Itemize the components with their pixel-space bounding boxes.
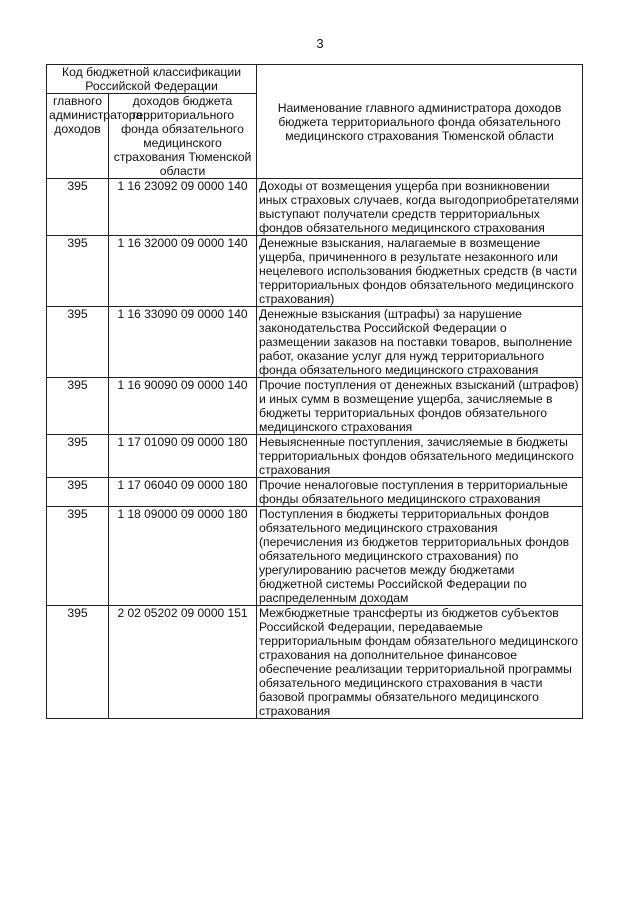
table-row <box>47 435 583 478</box>
income-code-cell: 1 17 06040 09 0000 180 <box>109 478 257 507</box>
header-budget-code-group: Код бюджетной классификации Российской Федерации <box>47 65 257 94</box>
income-name-cell: Денежные взыскания, налагаемые в возмещение ущерба, причиненного в результате незаконного или нецелевого использования бюджетных средств (в части территориальных фондов обязательного медицинского страхования) <box>257 236 583 307</box>
table-row <box>47 507 583 606</box>
table-row <box>47 236 583 307</box>
table-row <box>47 179 583 236</box>
table-row <box>47 606 583 719</box>
income-name-cell: Прочие неналоговые поступления в территориальные фонды обязательного медицинского страхования <box>257 478 583 507</box>
admin-code-cell: 395 <box>47 606 109 719</box>
header-income-code: доходов бюджета территориального фонда обязательного медицинского страхования Тюменской области <box>109 94 257 179</box>
income-name-cell: Невыясненные поступления, зачисляемые в бюджеты территориальных фондов обязательного медицинского страхования <box>257 435 583 478</box>
income-code-cell: 1 16 90090 09 0000 140 <box>109 378 257 435</box>
budget-classification-table <box>46 64 583 719</box>
admin-code-cell: 395 <box>47 378 109 435</box>
admin-code-cell: 395 <box>47 435 109 478</box>
admin-code-cell: 395 <box>47 179 109 236</box>
table-row <box>47 307 583 378</box>
income-code-cell: 2 02 05202 09 0000 151 <box>109 606 257 719</box>
table-row <box>47 378 583 435</box>
header-admin-name: Наименование главного администратора доходов бюджета территориального фонда обязательного медицинского страхования Тюменской области <box>257 65 583 179</box>
admin-code-cell: 395 <box>47 478 109 507</box>
admin-code-cell: 395 <box>47 236 109 307</box>
income-code-cell: 1 16 32000 09 0000 140 <box>109 236 257 307</box>
income-code-cell: 1 18 09000 09 0000 180 <box>109 507 257 606</box>
income-code-cell: 1 16 33090 09 0000 140 <box>109 307 257 378</box>
income-name-cell: Доходы от возмещения ущерба при возникновении иных страховых случаев, когда выгодоприобретателями выступают получатели средств территориальных фондов обязательного медицинского страхования <box>257 179 583 236</box>
income-name-cell: Межбюджетные трансферты из бюджетов субъектов Российской Федерации, передаваемые территориальным фондам обязательного медицинского страхования на дополнительное финансовое обеспечение реализации территориальной программы обязательного медицинского страхования в части базовой программы обязательного медицинского страхования <box>257 606 583 719</box>
income-code-cell: 1 17 01090 09 0000 180 <box>109 435 257 478</box>
table-row <box>47 478 583 507</box>
income-name-cell: Денежные взыскания (штрафы) за нарушение законодательства Российской Федерации о размещении заказов на поставки товаров, выполнение работ, оказание услуг для нужд территориального фонда обязательного медицинского страхования <box>257 307 583 378</box>
income-name-cell: Прочие поступления от денежных взысканий (штрафов) и иных сумм в возмещение ущерба, зачисляемые в бюджеты территориальных фондов обязательного медицинского страхования <box>257 378 583 435</box>
income-code-cell: 1 16 23092 09 0000 140 <box>109 179 257 236</box>
header-main-admin: главного администратора доходов <box>47 94 109 179</box>
income-name-cell: Поступления в бюджеты территориальных фондов обязательного медицинского страхования (перечисления из бюджетов территориальных фондов обязательного медицинского страхования) по урегулированию расчетов между бюджетами бюджетной системы Российской Федерации по распределенным доходам <box>257 507 583 606</box>
admin-code-cell: 395 <box>47 507 109 606</box>
admin-code-cell: 395 <box>47 307 109 378</box>
page-number: 3 <box>316 36 324 51</box>
table-header-row <box>47 65 583 94</box>
